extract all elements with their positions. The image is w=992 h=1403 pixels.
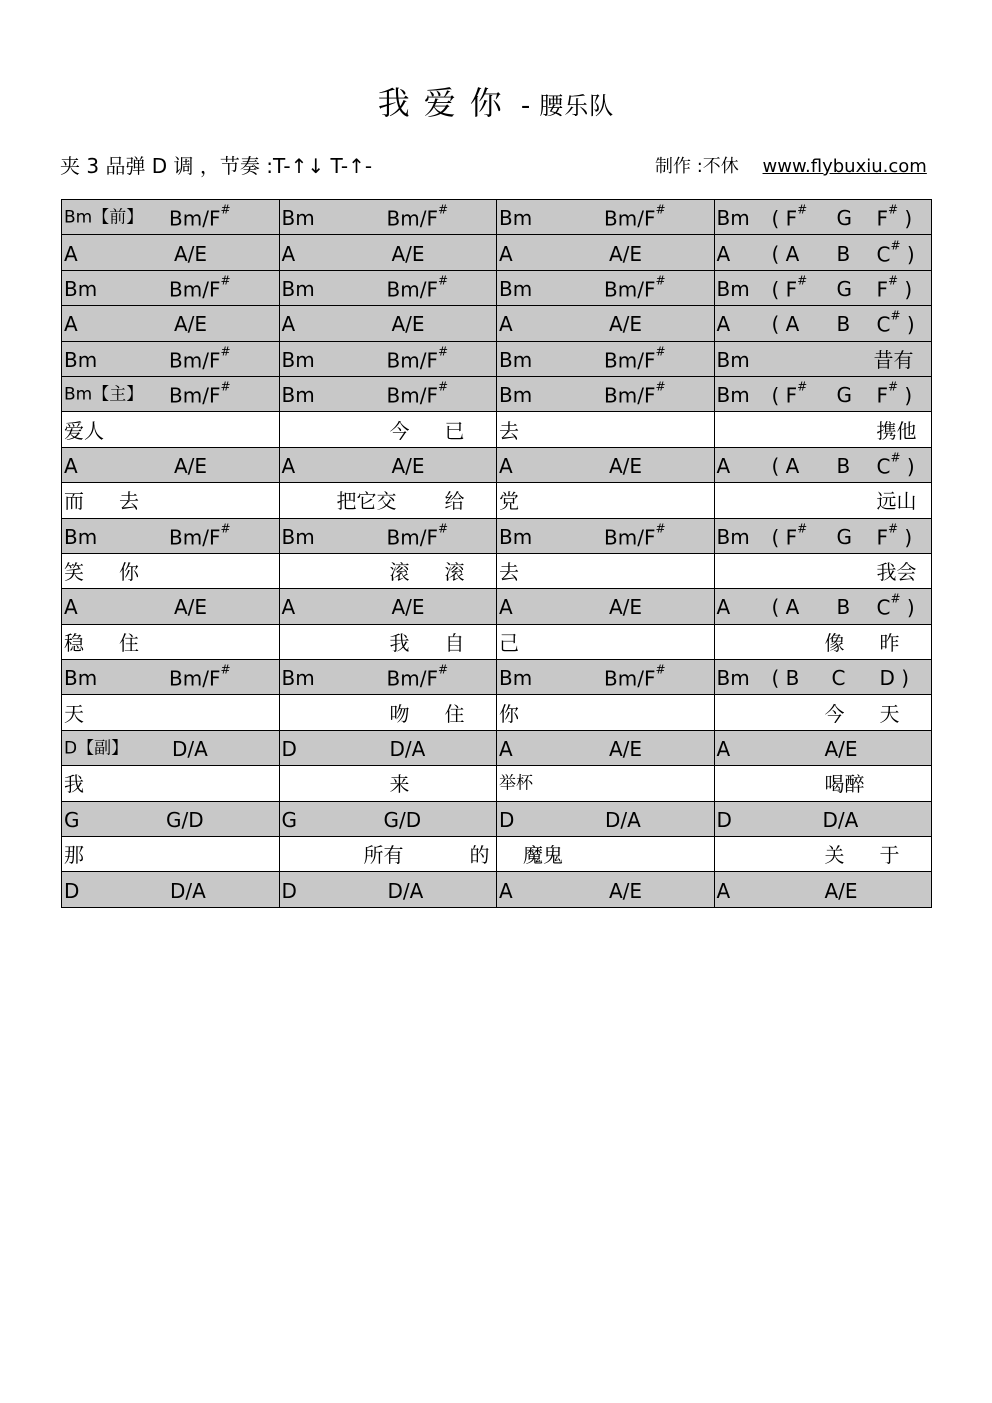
lyric-text: 已 [444,418,465,443]
chord-label: G/D [383,807,422,832]
chord-label: ( F# [771,202,808,231]
chord-label: A [716,595,731,620]
lyric-text: 去 [119,489,139,514]
chord-row [62,235,932,270]
chord-label: A [499,312,513,337]
measure-cell [279,553,497,588]
chord-label: A/E [609,453,643,478]
lyric-text: 今 [389,418,410,443]
measure-cell [62,872,280,907]
chord-label: Bm [499,206,533,231]
lyric-text: 关 [824,843,845,868]
chord-label: A [64,312,78,337]
lyric-text: 天 [879,701,900,726]
chord-row [62,447,932,482]
chord-label: G [836,276,852,301]
chord-label: F# ) [876,202,913,231]
chord-label: Bm [281,666,315,691]
chord-label: ( F# [771,521,808,550]
measure-cell [714,518,932,553]
lyric-text: 来 [389,772,410,797]
chord-label: Bm/F# [386,344,449,373]
chord-label: G [64,807,80,832]
lyric-row [62,553,932,588]
measure-cell [497,518,715,553]
credits [655,152,927,178]
chord-label: 昔有 [873,347,914,372]
measure-cell [497,306,715,341]
chord-label: D [281,878,297,903]
lyric-text: 而 [64,489,84,514]
chord-label: Bm [716,666,750,691]
chord-label: D/A [389,737,426,762]
measure-cell [714,200,932,235]
chord-label: C# ) [876,238,915,266]
lyric-text: 滚 [444,560,465,585]
chord-label: Bm [281,347,315,372]
chord-label: F# ) [876,379,913,408]
chord-label: F# ) [876,273,913,302]
chord-label: Bm [64,524,98,549]
measure-cell [714,447,932,482]
maker-credit: 制作 :不休 [655,156,739,177]
lyric-row [62,412,932,447]
lyric-text: 的 [469,843,490,868]
chord-label: C [831,666,846,691]
chord-label: ( A [771,241,800,266]
measure-cell [714,341,932,376]
lyric-text: 我 [64,772,84,797]
measure-cell [497,695,715,730]
measure-cell [714,872,932,907]
chord-label: G [836,206,852,231]
lyric-text: 魔鬼 [523,843,563,868]
measure-cell [497,872,715,907]
chord-label: A [64,453,78,478]
lyric-text: 喝醉 [824,772,865,797]
lyric-text: 把它交 [336,489,397,514]
chord-label: C# ) [876,309,915,337]
chord-label: Bm/F# [169,344,231,373]
measure-cell [497,624,715,659]
lyric-text: 所有 [363,843,404,868]
lyric-text: 天 [64,701,84,726]
chord-label: Bm/F# [386,662,449,691]
chord-label: D [281,737,297,762]
chord-label: A/E [174,595,208,620]
song-header [0,78,992,124]
measure-cell [497,837,715,872]
lyric-text: 稳 [64,630,84,655]
chord-label: Bm [499,383,533,408]
chord-label: D/A [387,878,424,903]
measure-cell [279,235,497,270]
chord-row [62,730,932,765]
chord-label: Bm/F# [386,521,449,550]
chord-label: A/E [609,878,643,903]
measure-cell [497,801,715,836]
measure-cell [62,518,280,553]
chord-label: A/E [609,595,643,620]
measure-cell [497,376,715,411]
lyric-text: 笑 [64,560,84,585]
chord-label: D【副】 [64,738,129,759]
chord-label: Bm [281,276,315,301]
chord-label: Bm/F# [169,202,231,231]
chord-row [62,518,932,553]
measure-cell [279,837,497,872]
measure-cell [62,447,280,482]
lyric-row [62,483,932,518]
lyric-row [62,624,932,659]
chord-label: D ) [879,666,910,691]
chord-label: Bm/F# [169,273,231,302]
measure-cell [279,306,497,341]
chord-label: ( A [771,453,800,478]
measure-cell [714,483,932,518]
chord-label: A/E [174,312,208,337]
measure-cell [62,553,280,588]
song-title: 我爱你 [377,84,516,122]
lyric-text: 滚 [389,560,410,585]
measure-cell [497,589,715,624]
measure-cell [497,766,715,801]
chord-label: Bm/F# [604,202,666,231]
measure-cell [279,589,497,624]
chord-label: A [716,737,731,762]
chord-label: Bm/F# [604,379,666,408]
chord-label: B [836,312,851,337]
chord-label: Bm/F# [386,273,449,302]
measure-cell [62,660,280,695]
measure-cell [62,837,280,872]
measure-cell [279,483,497,518]
chord-label: Bm [64,347,98,372]
measure-cell [714,553,932,588]
chord-label: A [64,595,78,620]
chord-label: C# ) [876,592,915,620]
chord-label: Bm [281,524,315,549]
chord-label: Bm [716,276,750,301]
chord-label: Bm/F# [169,662,231,691]
lyric-text: 昨 [879,630,900,655]
measure-cell [62,270,280,305]
website-link[interactable]: www.flybuxiu.com [762,156,927,177]
measure-cell [279,518,497,553]
chord-label: Bm/F# [169,379,231,408]
chord-label: Bm/F# [604,344,666,373]
lyric-text: 给 [444,489,465,514]
lyric-row [62,695,932,730]
measure-cell [497,235,715,270]
chord-label: G [836,383,852,408]
chord-label: Bm/F# [386,202,449,231]
lyric-row [62,766,932,801]
chord-label: A/E [609,312,643,337]
lyric-text: 去 [499,418,519,443]
song-artist: 腰乐队 [539,92,615,120]
chord-label: A [716,878,731,903]
measure-cell [62,483,280,518]
lyric-text: 远山 [876,489,917,514]
measure-cell [279,341,497,376]
chord-label: B [836,241,851,266]
lyric-text: 像 [824,630,845,655]
chord-label: D [716,807,732,832]
measure-cell [62,695,280,730]
chord-label: D [64,878,80,903]
chord-label: A [716,241,731,266]
chord-label: A/E [391,453,425,478]
chord-label: Bm/F# [169,521,231,550]
chord-label: Bm [716,524,750,549]
lyric-text: 你 [499,701,519,726]
measure-cell [279,376,497,411]
measure-cell [279,200,497,235]
chord-label: Bm [499,276,533,301]
measure-cell [279,695,497,730]
measure-cell [497,270,715,305]
lyric-text: 党 [499,489,519,514]
title-separator: - [520,91,531,121]
lyric-text: 住 [444,701,465,726]
lyric-text: 那 [64,843,84,868]
chord-label: A [716,312,731,337]
measure-cell [714,235,932,270]
measure-cell [497,447,715,482]
chord-label: B [836,453,851,478]
measure-cell [62,624,280,659]
measure-cell [714,660,932,695]
measure-cell [279,270,497,305]
chord-label: A [281,595,296,620]
measure-cell [714,730,932,765]
chord-label: A [499,878,513,903]
chord-label: A [281,453,296,478]
measure-cell [497,730,715,765]
chord-label: A/E [609,737,643,762]
chord-row [62,589,932,624]
chord-label: A/E [824,737,858,762]
measure-cell [714,412,932,447]
measure-cell [497,200,715,235]
chord-label: ( F# [771,379,808,408]
chord-label: A [499,595,513,620]
chord-label: A [281,312,296,337]
capo-rhythm-info: 夹 3 品弹 D 调 ，节奏 :T-↑↓ T-↑- [60,154,373,178]
lyric-text: 今 [824,701,845,726]
chord-label: A [281,241,296,266]
measure-cell [497,412,715,447]
chord-label: Bm [64,276,98,301]
lyric-text: 住 [119,630,139,655]
measure-cell [497,660,715,695]
chord-label: Bm [499,524,533,549]
lyric-text: 我会 [876,560,917,585]
chord-row [62,200,932,235]
measure-cell [497,483,715,518]
chord-label: G [836,524,852,549]
measure-cell [62,589,280,624]
chord-label: Bm [64,666,98,691]
measure-cell [62,306,280,341]
measure-cell [279,412,497,447]
measure-cell [714,624,932,659]
lyric-text: 吻 [389,701,410,726]
measure-cell [714,589,932,624]
chord-label: D [499,807,515,832]
chord-label: Bm【主】 [64,384,144,405]
lyric-text: 去 [499,560,519,585]
measure-cell [714,695,932,730]
chord-sheet-table [61,199,932,908]
measure-cell [62,766,280,801]
chord-label: ( A [771,312,800,337]
chord-label: A [716,453,731,478]
chord-row [62,660,932,695]
measure-cell [497,341,715,376]
measure-cell [714,801,932,836]
chord-row [62,801,932,836]
chord-label: A/E [174,241,208,266]
chord-label: C# ) [876,450,915,479]
lyric-text: 自 [444,630,465,655]
chord-label: D/A [170,878,206,903]
chord-label: ( B [771,666,800,691]
chord-label: D/A [822,807,859,832]
chord-label: A [64,241,78,266]
measure-cell [279,730,497,765]
chord-row [62,306,932,341]
measure-cell [714,270,932,305]
chord-label: B [836,595,851,620]
measure-cell [279,624,497,659]
measure-cell [62,801,280,836]
chord-label: Bm/F# [604,521,666,550]
chord-label: Bm/F# [604,273,666,302]
chord-row [62,270,932,305]
chord-row [62,872,932,907]
measure-cell [279,447,497,482]
lyric-row [62,837,932,872]
measure-cell [62,412,280,447]
chord-label: Bm [716,383,750,408]
chord-label: Bm [281,206,315,231]
chord-label: A/E [609,241,643,266]
measure-cell [279,801,497,836]
lyric-text: 爱人 [64,418,104,443]
lyric-text: 你 [119,560,139,585]
measure-cell [279,766,497,801]
chord-label: Bm/F# [386,379,449,408]
lyric-text: 携他 [876,418,917,443]
lyric-text: 于 [879,843,900,868]
chord-label: Bm [499,666,533,691]
chord-row [62,341,932,376]
chord-label: A [499,453,513,478]
chord-label: D/A [605,807,641,832]
chord-label: Bm [716,347,750,372]
chord-label: A/E [824,878,858,903]
measure-cell [714,837,932,872]
lyric-text: 举杯 [499,773,533,794]
measure-cell [714,376,932,411]
chord-label: G/D [166,807,204,832]
chord-label: Bm/F# [604,662,666,691]
chord-label: A/E [391,241,425,266]
chord-label: D/A [172,737,208,762]
chord-label: ( F# [771,273,808,302]
measure-cell [279,660,497,695]
measure-cell [62,341,280,376]
measure-cell [497,553,715,588]
chord-label: Bm [716,206,750,231]
chord-label: A [499,737,513,762]
chord-label: A [499,241,513,266]
measure-cell [62,235,280,270]
measure-cell [62,730,280,765]
chord-label: Bm [281,383,315,408]
chord-label: F# ) [876,521,913,550]
lyric-text: 己 [499,630,519,655]
measure-cell [714,766,932,801]
chord-label: A/E [391,312,425,337]
chord-row [62,376,932,411]
measure-cell [714,306,932,341]
chord-label: Bm [499,347,533,372]
chord-label: A/E [174,453,208,478]
measure-cell [62,200,280,235]
chord-label: ( A [771,595,800,620]
chord-label: Bm【前】 [64,207,144,228]
lyric-text: 我 [389,630,410,655]
chord-label: A/E [391,595,425,620]
measure-cell [62,376,280,411]
chord-label: G [281,807,297,832]
measure-cell [279,872,497,907]
